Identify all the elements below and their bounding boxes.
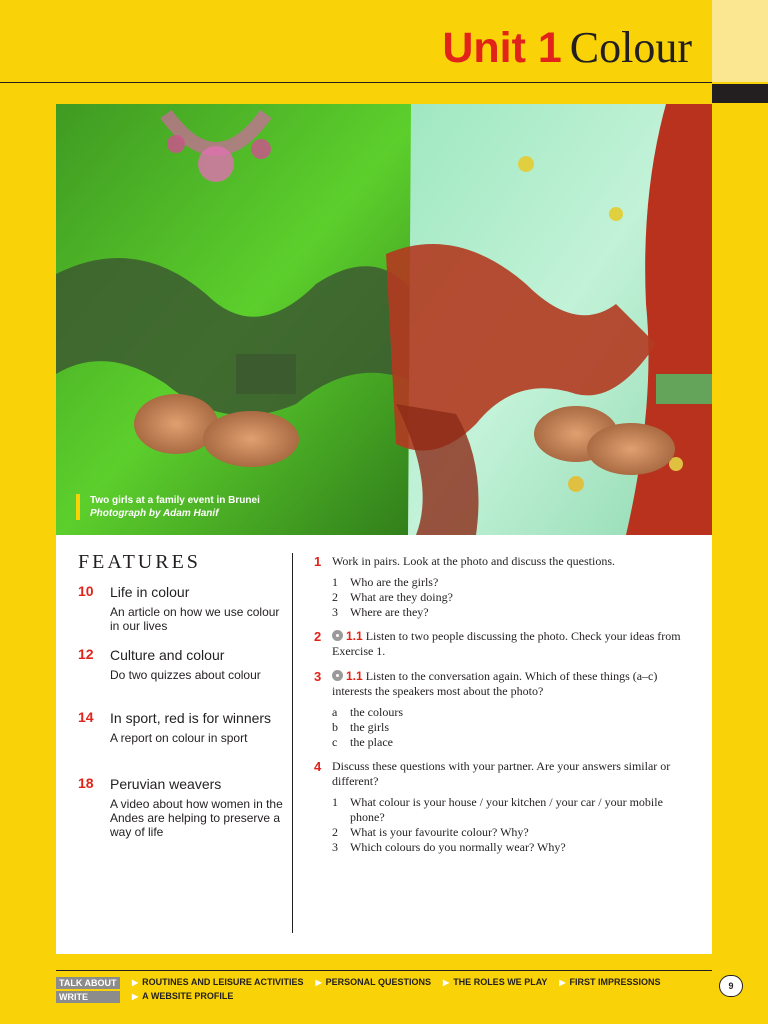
feature-item — [78, 583, 288, 633]
write-label: WRITE — [56, 991, 120, 1003]
exercise-3 — [314, 669, 694, 750]
arrow-right-icon: ▶ — [132, 978, 139, 987]
feature-page-number: 10 — [78, 583, 94, 599]
exercise-number: 3 — [314, 669, 322, 684]
exercise-instruction: Work in pairs. Look at the photo and discuss the questions. — [332, 554, 615, 568]
content-panel — [56, 535, 712, 954]
feature-item — [78, 709, 288, 745]
caption-line-1: Two girls at a family event in Brunei — [90, 495, 260, 506]
talk-about-label: TALK ABOUT — [56, 977, 120, 989]
feature-title: Culture and colour — [110, 647, 225, 663]
hero-photo — [56, 104, 712, 535]
feature-item — [78, 775, 288, 839]
write-row — [56, 990, 712, 1003]
exercise-number: 4 — [314, 759, 322, 774]
topics-footer — [56, 976, 712, 1004]
list-item: 1 Who are the girls? — [332, 575, 439, 589]
page-title — [442, 23, 692, 72]
feature-description: Do two quizzes about colour — [110, 668, 261, 682]
arrow-right-icon: ▶ — [443, 978, 450, 987]
feature-item — [78, 646, 288, 682]
exercise-question-list — [332, 575, 694, 620]
audio-track: 1.1 — [346, 669, 363, 683]
list-item: 2 What are they doing? — [332, 590, 453, 604]
caption-line-2: Photograph by Adam Hanif — [90, 508, 219, 519]
photo-illustration — [56, 104, 712, 535]
arrow-right-icon: ▶ — [559, 978, 566, 987]
column-divider — [292, 553, 293, 933]
unit-label: Unit 1 — [442, 24, 562, 72]
features-heading: FEATURES — [78, 551, 201, 573]
list-item: 2 What is your favourite colour? Why? — [332, 825, 529, 839]
photo-caption — [76, 494, 260, 520]
unit-name: Colour — [569, 23, 692, 72]
topic-item: ▶ A WEBSITE PROFILE — [132, 991, 234, 1001]
list-item: c the place — [332, 735, 393, 749]
topic-item: ▶ FIRST IMPRESSIONS — [559, 977, 661, 987]
topic-item: ▶ THE ROLES WE PLAY — [443, 977, 548, 987]
audio-cd-icon[interactable] — [332, 670, 343, 681]
exercise-2 — [314, 629, 694, 659]
page-tab-light — [712, 0, 768, 82]
list-item: b the girls — [332, 720, 389, 734]
feature-description: A video about how women in the Andes are helping to preserve a way of life — [110, 797, 283, 839]
header-rule — [0, 82, 712, 83]
feature-title: Life in colour — [110, 584, 190, 600]
audio-track: 1.1 — [346, 629, 363, 643]
exercise-number: 1 — [314, 554, 322, 569]
list-item: 3 Where are they? — [332, 605, 429, 619]
arrow-right-icon: ▶ — [315, 978, 322, 987]
feature-description: A report on colour in sport — [110, 731, 248, 745]
topic-item: ▶ ROUTINES AND LEISURE ACTIVITIES — [132, 977, 304, 987]
exercise-number: 2 — [314, 629, 322, 644]
page-number: 9 — [719, 975, 743, 997]
feature-title: Peruvian weavers — [110, 776, 222, 792]
page-tab-dark — [712, 84, 768, 103]
exercise-1 — [314, 554, 694, 620]
feature-page-number: 18 — [78, 775, 94, 791]
exercise-instruction: 1.1 Listen to the conversation again. Which of these things (a–c) interests the speakers most about the photo? — [332, 669, 658, 698]
exercise-4 — [314, 759, 694, 855]
feature-title: In sport, red is for winners — [110, 710, 272, 726]
footer-rule — [56, 970, 712, 971]
list-item: a the colours — [332, 705, 403, 719]
arrow-right-icon: ▶ — [132, 992, 139, 1001]
list-item: 1 What colour is your house / your kitchen / your car / your mobile phone? — [332, 795, 663, 824]
exercise-instruction: Discuss these questions with your partner. Are your answers similar or different? — [332, 759, 671, 788]
exercise-question-list — [332, 795, 694, 855]
audio-cd-icon[interactable] — [332, 630, 343, 641]
feature-page-number: 12 — [78, 646, 94, 662]
feature-description: An article on how we use colour in our lives — [110, 605, 280, 633]
list-item: 3 Which colours do you normally wear? Why? — [332, 840, 566, 854]
feature-page-number: 14 — [78, 709, 94, 725]
topic-item: ▶ PERSONAL QUESTIONS — [315, 977, 432, 987]
exercise-instruction: 1.1 Listen to two people discussing the photo. Check your ideas from Exercise 1. — [332, 629, 681, 658]
talk-about-row — [56, 976, 712, 989]
exercise-option-list — [332, 705, 694, 750]
